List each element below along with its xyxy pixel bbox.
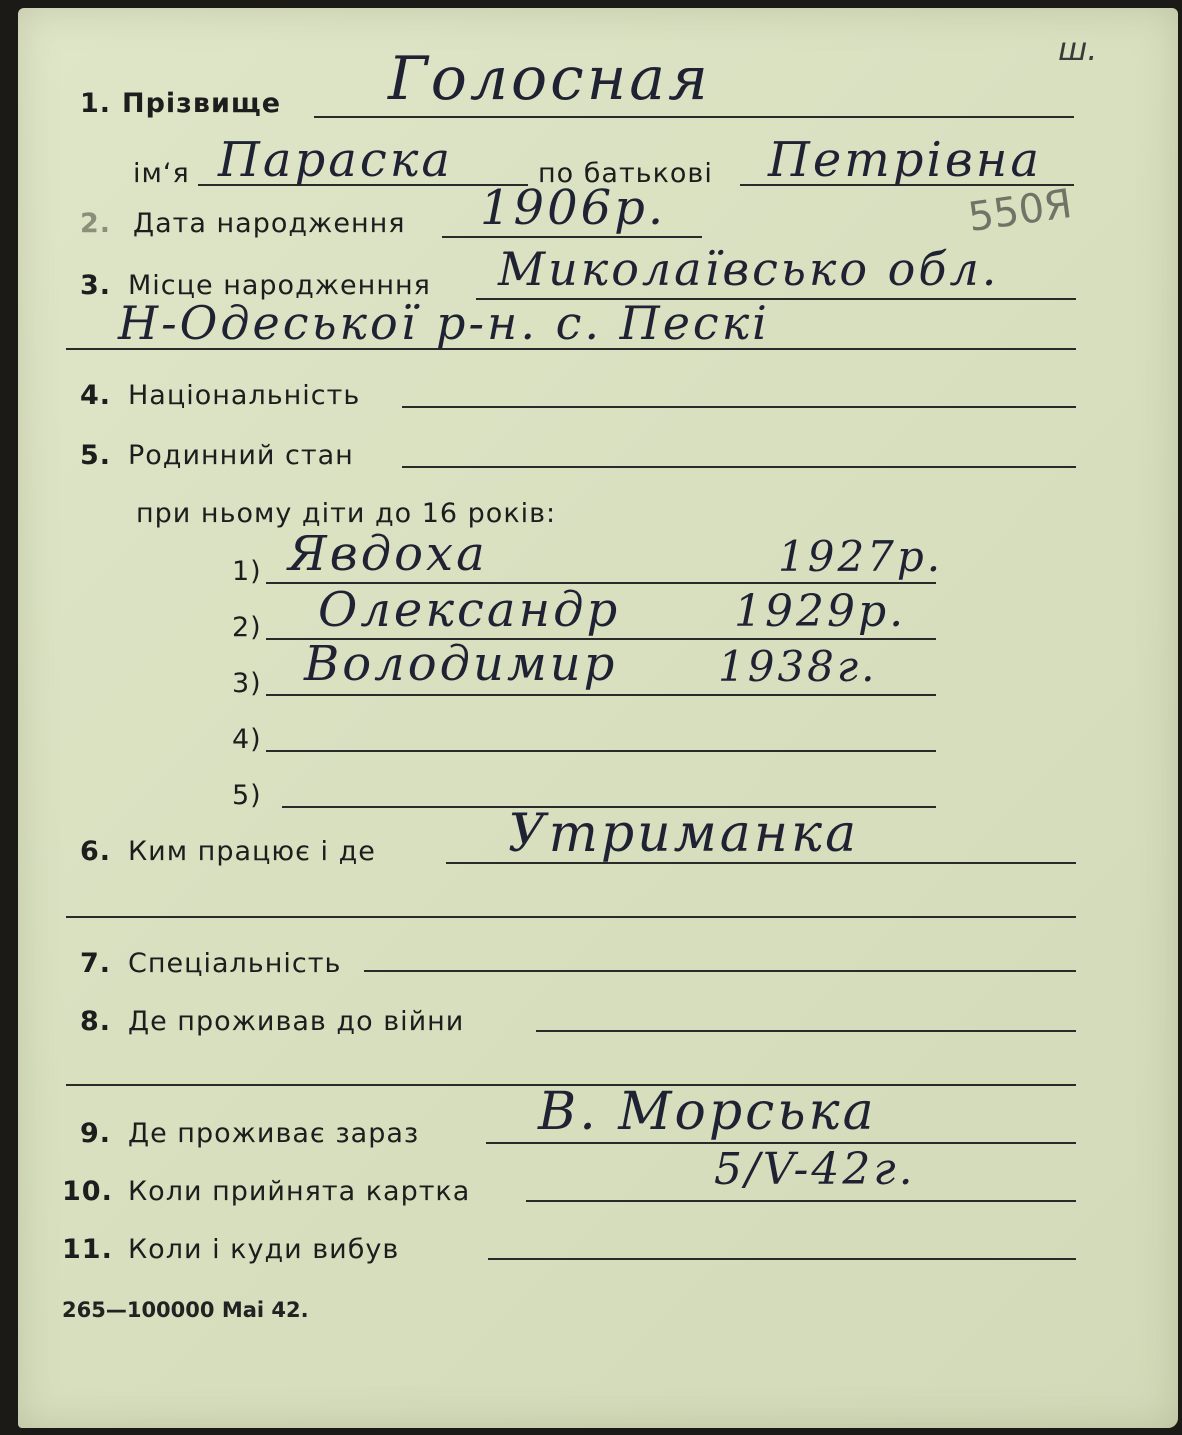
card-accepted-line [526,1200,1076,1202]
print-run-footer: 265—100000 Mai 42. [62,1298,309,1322]
child-5-number: 5) [232,780,262,811]
birthplace-label: Місце народженння [128,270,431,301]
prewar-residence-label: Де проживав до війни [128,1006,465,1037]
child-1-name: Явдоха [288,526,488,582]
first-name-value: Параска [218,132,453,188]
current-residence-value: В. Морська [538,1082,877,1142]
children-label: при ньому діти до 16 років: [136,498,557,529]
card-accepted-value: 5/V-42г. [714,1144,916,1195]
birth-date-label: Дата народження [133,208,406,239]
field-5-number: 5. [80,440,112,471]
departure-line [488,1258,1076,1260]
pencil-archive-number: 550Я [965,180,1075,242]
child-3-line [266,694,936,696]
surname-line [314,116,1074,118]
birth-date-line [442,236,702,238]
speciality-line [364,970,1076,972]
child-1-year: 1927р. [778,532,944,581]
patronymic-value: Петрівна [768,132,1043,188]
departure-label: Коли і куди вибув [128,1234,400,1265]
field-7-number: 7. [80,948,112,979]
child-2-number: 2) [232,612,262,643]
field-6-number: 6. [80,836,112,867]
child-3-number: 3) [232,668,262,699]
marital-status-line [402,466,1076,468]
child-3-year: 1938г. [718,642,878,691]
corner-mark: ш. [1058,30,1098,68]
field-2-number: 2. [80,208,112,239]
field-10-number: 10. [62,1176,113,1207]
field-1-number: 1. [80,88,112,119]
field-11-number: 11. [62,1234,113,1265]
child-3-name: Володимир [304,636,618,692]
child-2-name: Олександр [318,582,621,638]
marital-status-label: Родинний стан [128,440,354,471]
nationality-line [402,406,1076,408]
child-2-year: 1929р. [734,586,907,637]
field-8-number: 8. [80,1006,112,1037]
nationality-label: Національність [128,380,361,411]
registration-card [18,8,1178,1428]
occupation-label: Ким працює і де [128,836,376,867]
birthplace-value-2: Н-Одеської р-н. с. Пескі [118,296,770,350]
child-4-number: 4) [232,724,262,755]
prewar-residence-line [536,1030,1076,1032]
field-4-number: 4. [80,380,112,411]
card-accepted-label: Коли прийнята картка [128,1176,471,1207]
child-1-number: 1) [232,556,262,587]
occupation-line-2 [66,916,1076,918]
patronymic-label: по батькові [538,158,713,189]
child-4-line [266,750,936,752]
speciality-label: Спеціальність [128,948,342,979]
field-9-number: 9. [80,1118,112,1149]
surname-value: Голосная [388,44,711,114]
occupation-value: Утриманка [508,804,860,864]
first-name-label: ім‘я [133,158,190,189]
surname-label: Прізвище [122,88,282,119]
birthplace-value-1: Миколаївсько обл. [498,242,1000,296]
field-3-number: 3. [80,270,112,301]
current-residence-label: Де проживає зараз [128,1118,420,1149]
birth-date-value: 1906р. [480,180,667,236]
